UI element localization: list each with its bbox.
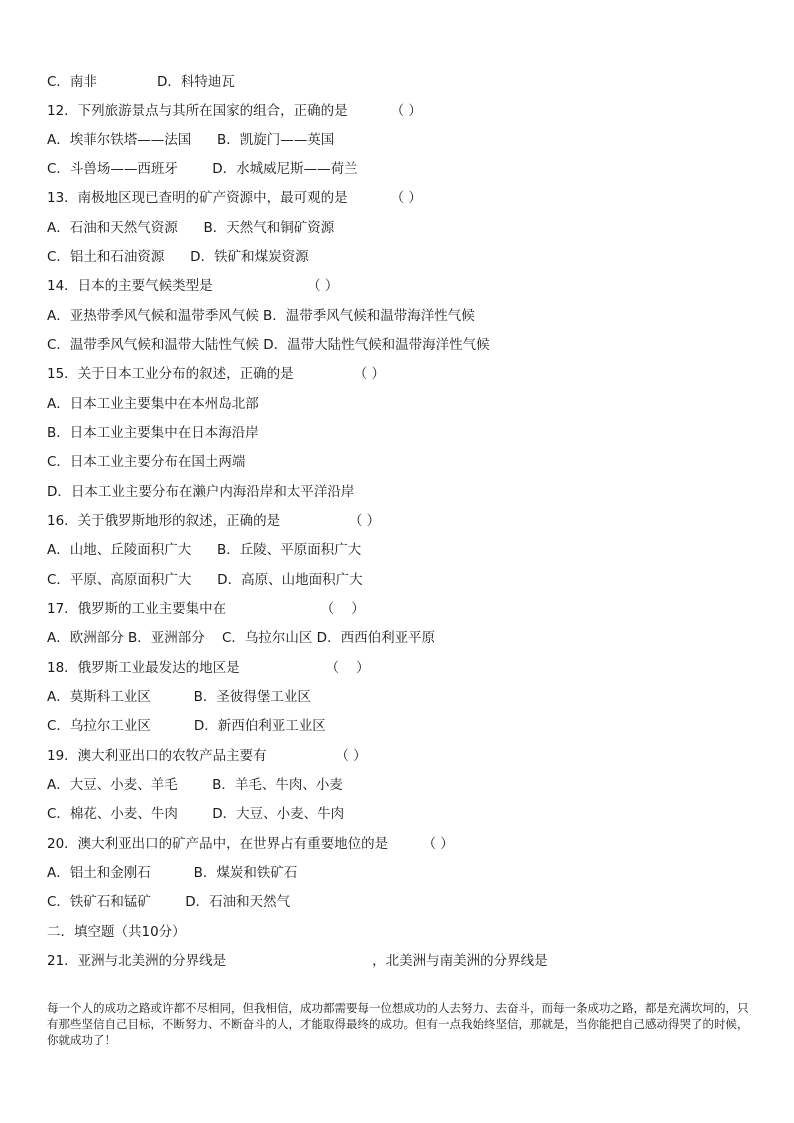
question-line: 17．俄罗斯的工业主要集中在 （ ） — [47, 601, 365, 617]
option-line: C．日本工业主要分布在国土两端 — [47, 454, 246, 470]
option-line: C．斗兽场——西班牙 D．水城威尼斯——荷兰 — [47, 161, 358, 177]
question-line: 13．南极地区现已查明的矿产资源中，最可观的是 （ ） — [47, 190, 422, 206]
question-line: 18．俄罗斯工业最发达的地区是 （ ） — [47, 660, 370, 676]
option-line: A．石油和天然气资源 B．天然气和铜矿资源 — [47, 220, 335, 236]
option-line: A．欧洲部分 B．亚洲部分 C．乌拉尔山区 D．西西伯利亚平原 — [47, 630, 436, 646]
section-heading: 二．填空题（共10分） — [47, 924, 186, 940]
question-line: 16．关于俄罗斯地形的叙述，正确的是 （ ） — [47, 513, 381, 529]
option-line: C．温带季风气候和温带大陆性气候 D．温带大陆性气候和温带海洋性气候 — [47, 337, 490, 353]
option-line: A．山地、丘陵面积广大 B．丘陵、平原面积广大 — [47, 542, 362, 558]
option-line: A．日本工业主要集中在本州岛北部 — [47, 396, 259, 412]
option-line: C．平原、高原面积广大 D．高原、山地面积广大 — [47, 572, 363, 588]
question-line: 20．澳大利亚出口的矿产品中，在世界占有重要地位的是 （ ） — [47, 836, 454, 852]
option-line: C．铁矿石和锰矿 D．石油和天然气 — [47, 894, 291, 910]
option-line: A．莫斯科工业区 B．圣彼得堡工业区 — [47, 689, 311, 705]
question-line: 14．日本的主要气候类型是 （ ） — [47, 278, 339, 294]
option-line: C．南非 D．科特迪瓦 — [47, 74, 235, 90]
question-line: 15．关于日本工业分布的叙述，正确的是 （ ） — [47, 366, 386, 382]
option-line: C．乌拉尔工业区 D．新西伯利亚工业区 — [47, 718, 326, 734]
option-line: B．日本工业主要集中在日本海沿岸 — [47, 425, 259, 441]
option-line: A．铝土和金刚石 B．煤炭和铁矿石 — [47, 865, 298, 881]
motivational-footer: 每一个人的成功之路或许都不尽相同，但我相信，成功都需要每一位想成功的人去努力、去奋斗，而每一条成功之路，都是充满坎坷的，只有那些坚信自己目标，不断努力、不断奋斗的人，才能取得最终的成功。但有一点我始终坚信，那就是，当你能把自己感动得哭了的时候，你就成功了！ — [47, 1001, 749, 1047]
option-line: A．埃菲尔铁塔——法国 B．凯旋门——英国 — [47, 132, 335, 148]
option-line: C．铝土和石油资源 D．铁矿和煤炭资源 — [47, 249, 309, 265]
question-line: 19．澳大利亚出口的农牧产品主要有 （ ） — [47, 748, 367, 764]
option-line: C．棉花、小麦、牛肉 D．大豆、小麦、牛肉 — [47, 806, 345, 822]
question-line: 12．下列旅游景点与其所在国家的组合，正确的是 （ ） — [47, 103, 422, 119]
option-line: A．亚热带季风气候和温带季风气候 B．温带季风气候和温带海洋性气候 — [47, 308, 475, 324]
option-line: A．大豆、小麦、羊毛 B．羊毛、牛肉、小麦 — [47, 777, 343, 793]
question-line: 21．亚洲与北美洲的分界线是 ，北美洲与南美洲的分界线是 — [47, 953, 548, 969]
option-line: D．日本工业主要分布在濑户内海沿岸和太平洋沿岸 — [47, 484, 355, 500]
